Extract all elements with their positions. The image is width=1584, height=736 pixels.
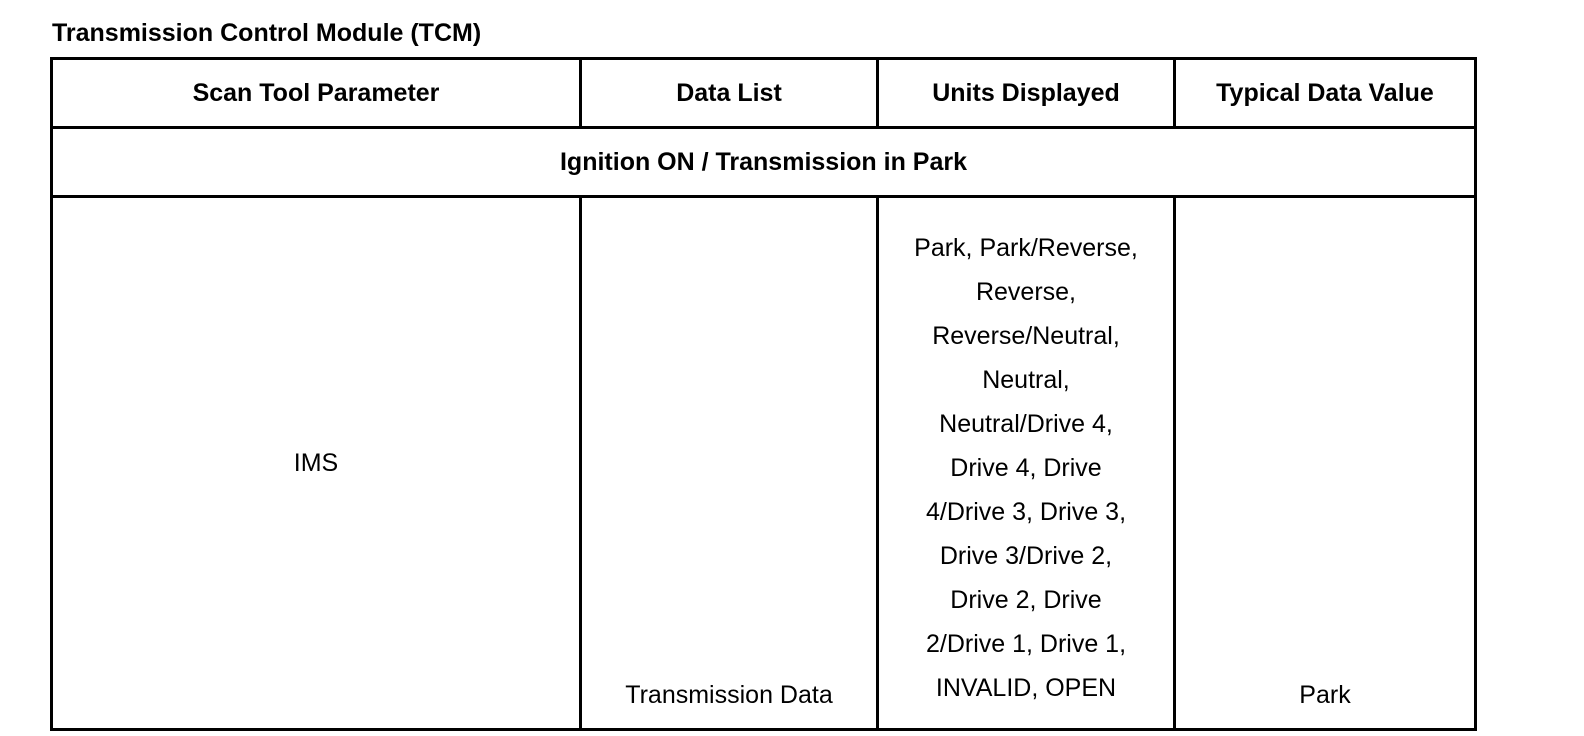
units-line: INVALID, OPEN: [935, 674, 1117, 702]
units-line: Neutral/Drive 4,: [939, 410, 1113, 438]
units-line: Reverse/Neutral,: [932, 322, 1120, 350]
units-line: Drive 3/Drive 2,: [939, 542, 1113, 570]
header-typical-data-value: Typical Data Value: [1175, 59, 1476, 128]
table-row: [52, 197, 1476, 730]
units-line: Drive 4, Drive: [950, 454, 1102, 482]
parameter-cell: IMS: [52, 197, 581, 730]
header-data-list: Data List: [581, 59, 878, 128]
header-row: [52, 59, 1476, 128]
document-title: Transmission Control Module (TCM): [52, 19, 482, 47]
units-line: Neutral,: [982, 366, 1070, 394]
header-scan-tool-parameter: Scan Tool Parameter: [52, 59, 581, 128]
parameter-table: [50, 57, 1477, 731]
data-list-cell: Transmission Data: [581, 197, 878, 730]
header-units-displayed: Units Displayed: [878, 59, 1175, 128]
units-line: 4/Drive 3, Drive 3,: [925, 498, 1127, 526]
section-row: [52, 128, 1476, 197]
units-line: 2/Drive 1, Drive 1,: [925, 630, 1127, 658]
units-line: Park, Park/Reverse,: [914, 234, 1138, 262]
units-displayed-cell: [878, 197, 1175, 730]
section-label: Ignition ON / Transmission in Park: [52, 128, 1476, 197]
units-line: Drive 2, Drive: [950, 586, 1102, 614]
units-line: Reverse,: [975, 278, 1077, 306]
typical-value-cell: Park: [1175, 197, 1476, 730]
